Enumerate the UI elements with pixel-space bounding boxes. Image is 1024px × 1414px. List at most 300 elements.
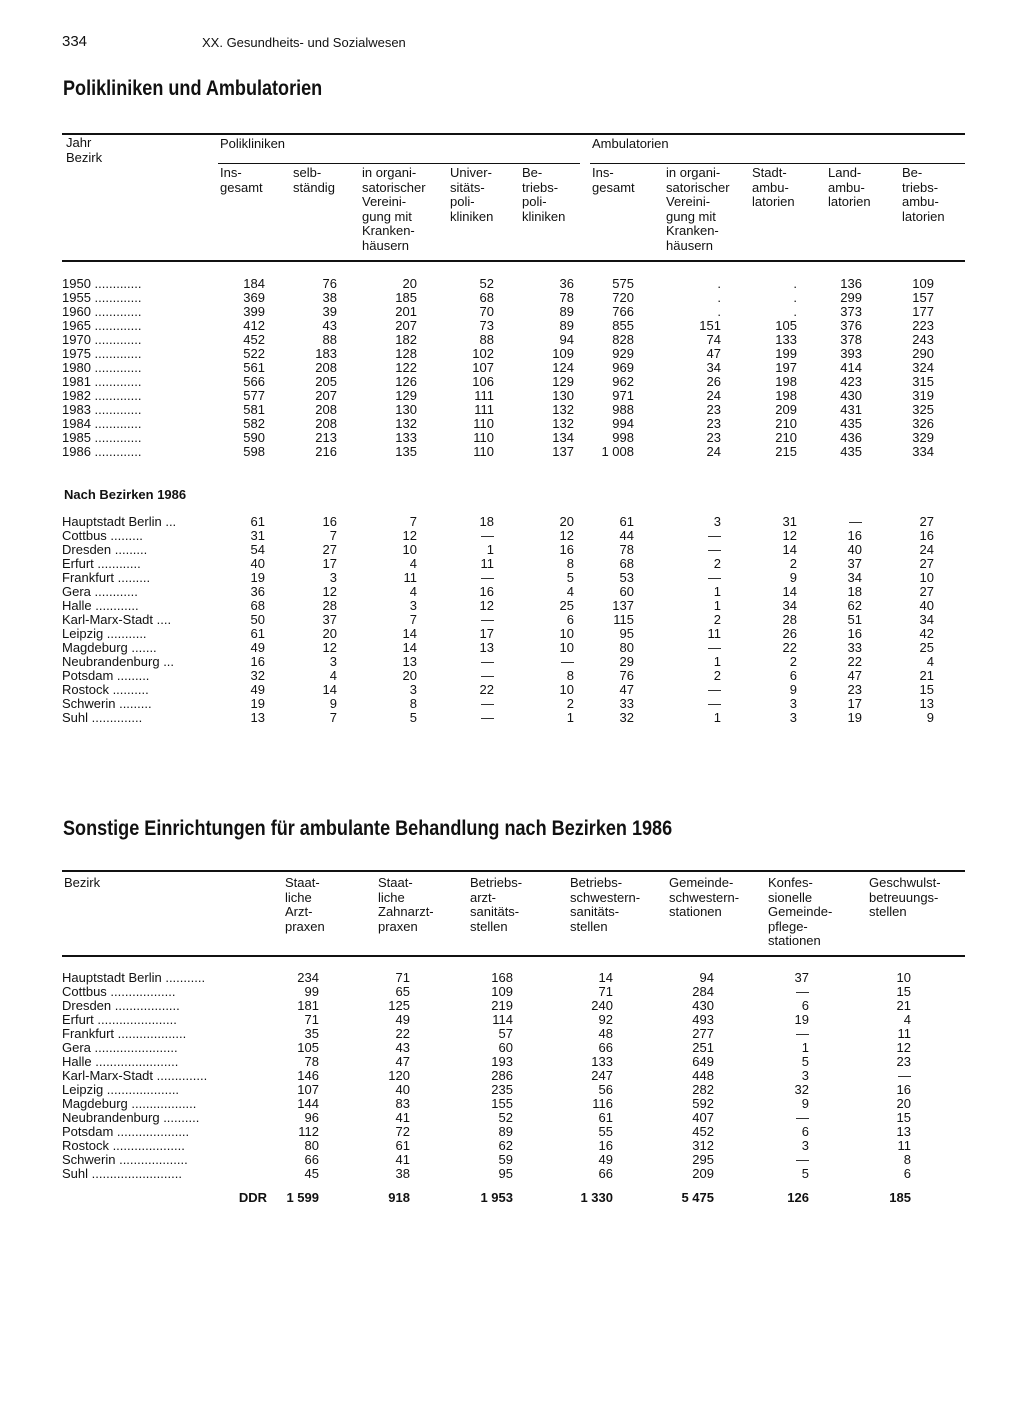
table-row: [62, 999, 911, 1013]
table-row: [62, 627, 934, 641]
table-cell: 14: [782, 542, 797, 557]
row-label: 1955 .............: [62, 291, 142, 305]
table-row: [62, 1125, 911, 1139]
table-cell: 50: [250, 612, 265, 627]
table1-column-header: Ins- gesamt: [592, 165, 635, 195]
table-cell: 76: [322, 276, 337, 291]
table-cell: 235: [491, 1082, 513, 1097]
table-cell: 4: [409, 556, 417, 571]
row-label: Gera ............: [62, 585, 138, 599]
table-cell: 5: [566, 570, 574, 585]
table-cell: 88: [322, 332, 337, 347]
table2-column-header: Gemeinde- schwestern- stationen: [669, 875, 740, 919]
table-row: [62, 347, 934, 361]
table-cell: 136: [840, 276, 862, 291]
table-cell: 16: [479, 584, 494, 599]
table-cell: .: [793, 290, 797, 305]
table-cell: 74: [706, 332, 721, 347]
table-cell: 28: [322, 598, 337, 613]
table-cell: —: [481, 654, 494, 669]
row-label: Dresden .........: [62, 543, 148, 557]
row-label: Leipzig ...........: [62, 627, 147, 641]
table-cell: 40: [250, 556, 265, 571]
table-row: [62, 641, 934, 655]
row-label: 1981 .............: [62, 375, 142, 389]
table-cell: 31: [782, 514, 797, 529]
table-cell: 393: [840, 346, 862, 361]
table-cell: 135: [395, 444, 417, 459]
table-cell: 94: [559, 332, 574, 347]
table-cell: 49: [598, 1152, 613, 1167]
table2-top-rule: [62, 870, 965, 872]
table-cell: 29: [619, 654, 634, 669]
table1-poli-rule: [218, 163, 580, 164]
table-cell: 247: [591, 1068, 613, 1083]
table-cell: 122: [395, 360, 417, 375]
table-row: [62, 403, 934, 417]
table-cell: 36: [250, 584, 265, 599]
table-cell: 20: [896, 1096, 911, 1111]
table-cell: 155: [491, 1096, 513, 1111]
table-cell: 10: [919, 570, 934, 585]
table-row: [62, 571, 934, 585]
table1-years-table: [62, 277, 934, 459]
table-row: [62, 1083, 911, 1097]
table2-column-header: Geschwulst- betreuungs- stellen: [869, 875, 941, 919]
table1-stub-header: Jahr Bezirk: [66, 135, 103, 165]
table-cell: 32: [794, 1082, 809, 1097]
table-cell: 216: [315, 444, 337, 459]
table-row: [62, 613, 934, 627]
table-cell: 11: [707, 626, 721, 641]
table-cell: 126: [395, 374, 417, 389]
table-cell: 3: [801, 1138, 809, 1153]
table-cell: 201: [395, 304, 417, 319]
table-cell: 277: [692, 1026, 714, 1041]
table-cell: 70: [479, 304, 494, 319]
table-cell: 27: [919, 514, 934, 529]
table-cell: 23: [896, 1054, 911, 1069]
table-cell: .: [793, 304, 797, 319]
table-cell: —: [561, 654, 574, 669]
table-row: [62, 319, 934, 333]
table-cell: 326: [912, 416, 934, 431]
table1-column-header: Univer- sitäts- poli- kliniken: [450, 165, 494, 224]
table-cell: 971: [612, 388, 634, 403]
chapter-title: XX. Gesundheits- und Sozialwesen: [202, 35, 406, 50]
table-cell: 199: [775, 346, 797, 361]
table-cell: 8: [566, 668, 574, 683]
table-cell: 99: [304, 984, 319, 999]
table-cell: 66: [598, 1040, 613, 1055]
table-row: [62, 515, 934, 529]
table-cell: 7: [329, 528, 337, 543]
table-cell: 181: [297, 998, 319, 1013]
table-cell: 493: [692, 1012, 714, 1027]
table1-column-header: in organi- satorischer Vereini- gung mit Kranken- häusern: [362, 165, 426, 253]
table-cell: 31: [250, 528, 265, 543]
table-cell: 41: [395, 1110, 410, 1125]
table-cell: 37: [322, 612, 337, 627]
table-cell: 35: [304, 1026, 319, 1041]
row-label: Erfurt ............: [62, 557, 141, 571]
table-cell: 130: [552, 388, 574, 403]
table-cell: 399: [243, 304, 265, 319]
row-label: Suhl .........................: [62, 1167, 182, 1181]
row-label: Hauptstadt Berlin ...: [62, 515, 177, 529]
table-cell: 286: [491, 1068, 513, 1083]
table-cell: 107: [472, 360, 494, 375]
table-cell: 522: [243, 346, 265, 361]
table-cell: 137: [612, 598, 634, 613]
table-cell: 209: [692, 1166, 714, 1181]
table-cell: 4: [566, 584, 574, 599]
table-cell: 9: [329, 696, 337, 711]
table-cell: 80: [619, 640, 634, 655]
table-cell: 15: [896, 1110, 911, 1125]
row-label: Erfurt ......................: [62, 1013, 177, 1027]
table-row: [62, 1153, 911, 1167]
table-cell: 1: [566, 710, 574, 725]
row-label: 1980 .............: [62, 361, 142, 375]
table-cell: 566: [243, 374, 265, 389]
table-row: [62, 655, 934, 669]
table-cell: 144: [297, 1096, 319, 1111]
table-cell: 998: [612, 430, 634, 445]
table-cell: —: [481, 668, 494, 683]
table-cell: —: [481, 612, 494, 627]
table-cell: 3: [329, 570, 337, 585]
table-cell: 10: [559, 626, 574, 641]
table-cell: 19: [847, 710, 862, 725]
table-cell: 324: [912, 360, 934, 375]
table-cell: 3: [789, 710, 797, 725]
table-cell: 157: [912, 290, 934, 305]
table-row: [62, 1027, 911, 1041]
table-cell: 14: [402, 626, 417, 641]
table1-column-header: Stadt- ambu- latorien: [752, 165, 795, 209]
table1-column-header: Be- triebs- ambu- latorien: [902, 165, 945, 224]
table-cell: 282: [692, 1082, 714, 1097]
table2-column-header: Konfes- sionelle Gemeinde- pflege- stationen: [768, 875, 833, 948]
table-cell: 60: [498, 1040, 513, 1055]
table-cell: 575: [612, 276, 634, 291]
table-cell: 197: [775, 360, 797, 375]
table-cell: 66: [598, 1166, 613, 1181]
table-row: [62, 1041, 911, 1055]
table-cell: 1: [713, 654, 721, 669]
table-cell: 219: [491, 998, 513, 1013]
table-cell: 27: [919, 584, 934, 599]
row-label: 1984 .............: [62, 417, 142, 431]
row-label: Magdeburg ..................: [62, 1097, 197, 1111]
table-cell: 71: [598, 984, 613, 999]
table-cell: 23: [706, 416, 721, 431]
table-cell: 3: [329, 654, 337, 669]
table-cell: 13: [250, 710, 265, 725]
table-cell: 83: [395, 1096, 410, 1111]
table-cell: 61: [250, 626, 265, 641]
table-cell: 44: [619, 528, 634, 543]
table-cell: 215: [775, 444, 797, 459]
table-cell: 96: [304, 1110, 319, 1125]
table-cell: 22: [782, 640, 797, 655]
table-cell: 369: [243, 290, 265, 305]
table-cell: 223: [912, 318, 934, 333]
table-cell: 12: [322, 584, 337, 599]
table-cell: 62: [498, 1138, 513, 1153]
table-cell: 146: [297, 1068, 319, 1083]
table-cell: 720: [612, 290, 634, 305]
table1-bezirke-table: [62, 515, 934, 725]
row-label: 1983 .............: [62, 403, 142, 417]
table-cell: 6: [566, 612, 574, 627]
table-cell: 110: [473, 416, 494, 431]
table-cell: 12: [559, 528, 574, 543]
table-cell: 71: [304, 1012, 319, 1027]
table-cell: 27: [322, 542, 337, 557]
table-row: [62, 1139, 911, 1153]
table-cell: 22: [395, 1026, 410, 1041]
table-cell: .: [717, 304, 721, 319]
table-row: [62, 1167, 911, 1181]
table-cell: 210: [775, 430, 797, 445]
table-cell: 26: [782, 626, 797, 641]
table-cell: —: [708, 542, 721, 557]
table-cell: 168: [491, 970, 513, 985]
table-cell: 3: [713, 514, 721, 529]
table-cell: 13: [402, 654, 417, 669]
row-label: 1960 .............: [62, 305, 142, 319]
table-cell: —: [796, 984, 809, 999]
table-cell: 2: [789, 556, 797, 571]
table-cell: 38: [322, 290, 337, 305]
table-cell: 5: [409, 710, 417, 725]
table-cell: 9: [789, 682, 797, 697]
table-cell: 32: [250, 668, 265, 683]
table-cell: 89: [498, 1124, 513, 1139]
table-cell: 27: [919, 556, 934, 571]
table-cell: 6: [801, 998, 809, 1013]
table-cell: 962: [612, 374, 634, 389]
table-cell: 133: [775, 332, 797, 347]
table-cell: 45: [304, 1166, 319, 1181]
table-cell: 9: [789, 570, 797, 585]
table-cell: 766: [612, 304, 634, 319]
table1-amb-rule: [590, 163, 965, 164]
table-cell: 52: [498, 1110, 513, 1125]
table-cell: 125: [388, 998, 410, 1013]
table-cell: 95: [619, 626, 634, 641]
table-cell: 17: [322, 556, 337, 571]
table-cell: 929: [612, 346, 634, 361]
table-row: [62, 683, 934, 697]
table-cell: 133: [395, 430, 417, 445]
table-cell: 61: [598, 1110, 613, 1125]
table2-column-header: Betriebs- schwestern- sanitäts- stellen: [570, 875, 641, 934]
table-cell: 78: [619, 542, 634, 557]
table-cell: 59: [498, 1152, 513, 1167]
table1-group-ambulatorien: Ambulatorien: [592, 136, 669, 151]
table-cell: 423: [840, 374, 862, 389]
row-label: Neubrandenburg ...: [62, 655, 175, 669]
table-cell: 14: [782, 584, 797, 599]
table-cell: 107: [297, 1082, 319, 1097]
table-cell: 129: [395, 388, 417, 403]
table-cell: 88: [479, 332, 494, 347]
table-cell: 213: [315, 430, 337, 445]
table-cell: 452: [692, 1124, 714, 1139]
table-cell: 373: [840, 304, 862, 319]
table-cell: 205: [315, 374, 337, 389]
table-cell: 207: [395, 318, 417, 333]
table-cell: 72: [395, 1124, 410, 1139]
table-cell: 6: [801, 1124, 809, 1139]
table-cell: 49: [250, 640, 265, 655]
total-row: [62, 1191, 911, 1205]
table-cell: 14: [322, 682, 337, 697]
table-cell: 14: [402, 640, 417, 655]
table-row: [62, 1013, 911, 1027]
table-cell: 114: [492, 1012, 513, 1027]
table-cell: 66: [304, 1152, 319, 1167]
table2-stub-header: Bezirk: [64, 875, 101, 890]
table-cell: 209: [775, 402, 797, 417]
row-label: Gera .......................: [62, 1041, 178, 1055]
table-cell: 10: [559, 640, 574, 655]
table2-title: Sonstige Einrichtungen für ambulante Behandlung nach Bezirken 1986: [63, 817, 673, 840]
table-cell: 20: [402, 276, 417, 291]
table-cell: 11: [480, 556, 494, 571]
table-cell: 855: [612, 318, 634, 333]
row-label: Halle ............: [62, 599, 139, 613]
table2-column-header: Staat- liche Zahnarzt- praxen: [378, 875, 434, 934]
table-cell: .: [717, 276, 721, 291]
table-cell: 24: [919, 542, 934, 557]
table-cell: 12: [402, 528, 417, 543]
table-cell: 435: [840, 416, 862, 431]
row-label: Hauptstadt Berlin ...........: [62, 971, 206, 985]
table-cell: 105: [297, 1040, 319, 1055]
table-cell: 71: [395, 970, 410, 985]
table-cell: 68: [479, 290, 494, 305]
table-cell: 2: [713, 612, 721, 627]
table-cell: 9: [926, 710, 934, 725]
table-cell: 18: [479, 514, 494, 529]
table-row: [62, 305, 934, 319]
table-cell: 5 475: [681, 1190, 714, 1205]
table-cell: 22: [847, 654, 862, 669]
table-cell: 17: [479, 626, 494, 641]
table-cell: 1: [713, 584, 721, 599]
table-cell: 22: [479, 682, 494, 697]
table-cell: 23: [706, 402, 721, 417]
table-cell: 7: [409, 612, 417, 627]
table-cell: 649: [692, 1054, 714, 1069]
table-cell: 19: [250, 696, 265, 711]
table-cell: 5: [801, 1054, 809, 1069]
table-cell: 16: [559, 542, 574, 557]
table-cell: 95: [498, 1166, 513, 1181]
table-cell: 251: [692, 1040, 714, 1055]
row-label: Rostock ....................: [62, 1139, 185, 1153]
table-cell: —: [796, 1110, 809, 1125]
table-cell: 334: [912, 444, 934, 459]
row-label: Suhl ..............: [62, 711, 143, 725]
table-row: [62, 557, 934, 571]
table-cell: 208: [315, 402, 337, 417]
table-cell: 1 953: [480, 1190, 513, 1205]
table-cell: 11: [897, 1026, 911, 1041]
table-cell: 28: [782, 612, 797, 627]
table-cell: 184: [243, 276, 265, 291]
table-cell: 295: [692, 1152, 714, 1167]
table-cell: .: [793, 276, 797, 291]
table1-top-rule: [62, 133, 965, 135]
table-cell: —: [796, 1026, 809, 1041]
table-cell: 13: [919, 696, 934, 711]
table-cell: 1: [713, 710, 721, 725]
table-cell: 436: [840, 430, 862, 445]
table-cell: 590: [243, 430, 265, 445]
table1-header-rule: [62, 260, 965, 262]
table-cell: 183: [315, 346, 337, 361]
table-cell: 193: [491, 1054, 513, 1069]
table-row: [62, 389, 934, 403]
table-cell: 207: [315, 388, 337, 403]
table-cell: 1 599: [286, 1190, 319, 1205]
table-cell: 994: [612, 416, 634, 431]
row-label: Frankfurt ...................: [62, 1027, 187, 1041]
table-cell: —: [481, 710, 494, 725]
table-cell: 23: [847, 682, 862, 697]
table-cell: 32: [619, 710, 634, 725]
table-cell: 1 330: [580, 1190, 613, 1205]
table-cell: 23: [706, 430, 721, 445]
row-label: Potsdam .........: [62, 669, 150, 683]
table-cell: 25: [559, 598, 574, 613]
table-cell: 182: [395, 332, 417, 347]
table1-column-header: Be- triebs- poli- kliniken: [522, 165, 566, 224]
row-label: Karl-Marx-Stadt ..............: [62, 1069, 208, 1083]
table-cell: 120: [388, 1068, 410, 1083]
table-cell: 65: [395, 984, 410, 999]
table-cell: 132: [552, 402, 574, 417]
table-cell: 414: [840, 360, 862, 375]
table-cell: 43: [395, 1040, 410, 1055]
table-cell: 89: [559, 304, 574, 319]
table-cell: 126: [787, 1190, 809, 1205]
table-cell: 134: [552, 430, 574, 445]
table-cell: 448: [692, 1068, 714, 1083]
table-row: [62, 585, 934, 599]
row-label: 1975 .............: [62, 347, 142, 361]
row-label: 1986 .............: [62, 445, 142, 459]
table-cell: 592: [692, 1096, 714, 1111]
table-cell: 15: [896, 984, 911, 999]
table-cell: 12: [479, 598, 494, 613]
row-label: Leipzig ....................: [62, 1083, 180, 1097]
table-cell: 78: [559, 290, 574, 305]
table-cell: 68: [619, 556, 634, 571]
table-cell: 234: [297, 970, 319, 985]
table-cell: 13: [479, 640, 494, 655]
table-cell: 2: [713, 668, 721, 683]
table-cell: 988: [612, 402, 634, 417]
table-cell: —: [708, 528, 721, 543]
table-cell: 8: [566, 556, 574, 571]
table-cell: 8: [903, 1152, 911, 1167]
